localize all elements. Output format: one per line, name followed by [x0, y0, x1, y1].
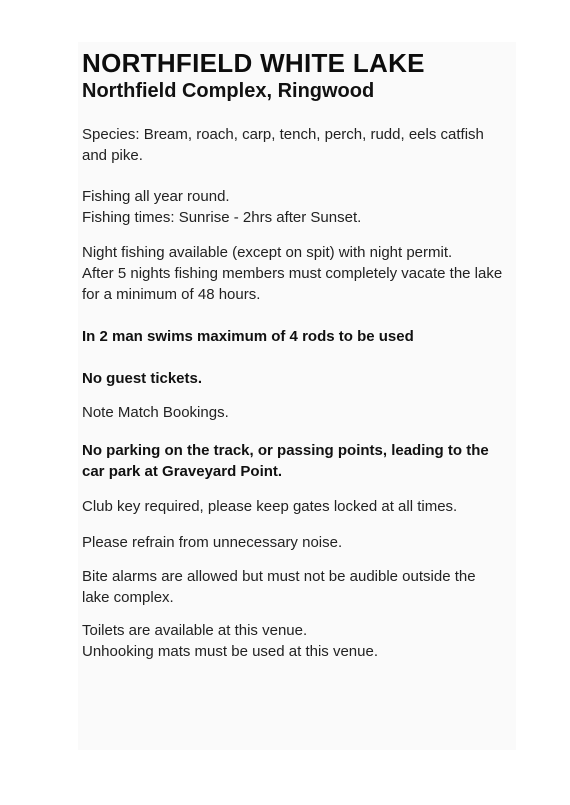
night-fishing-paragraph [82, 242, 522, 305]
night-fishing-line-3: for a minimum of 48 hours. [82, 286, 261, 303]
rods-rule: In 2 man swims maximum of 4 rods to be used [82, 328, 414, 345]
species-line-2: and pike. [82, 147, 143, 164]
species-paragraph [82, 124, 522, 166]
night-fishing-line-1: Night fishing available (except on spit) with night permit. [82, 244, 453, 261]
fishing-times-line: Fishing times: Sunrise - 2hrs after Sunset. [82, 209, 362, 226]
facilities-paragraph [82, 620, 522, 662]
season-paragraph [82, 186, 522, 228]
match-note: Note Match Bookings. [82, 404, 229, 421]
parking-line-2: car park at Graveyard Point. [82, 463, 283, 480]
toilets-line: Toilets are available at this venue. [82, 622, 308, 639]
bite-alarms-line-1: Bite alarms are allowed but must not be audible outside the [82, 568, 476, 585]
season-line: Fishing all year round. [82, 188, 230, 205]
document-title: NORTHFIELD WHITE LAKE [82, 48, 425, 78]
guest-rule: No guest tickets. [82, 370, 203, 387]
parking-line-1: No parking on the track, or passing points, leading to the [82, 442, 489, 459]
parking-rule [82, 440, 522, 482]
club-key-rule: Club key required, please keep gates locked at all times. [82, 498, 458, 515]
unhooking-mats-line: Unhooking mats must be used at this venue. [82, 643, 379, 660]
document-subtitle: Northfield Complex, Ringwood [82, 80, 375, 102]
bite-alarms-line-2: lake complex. [82, 589, 174, 606]
night-fishing-line-2: After 5 nights fishing members must completely vacate the lake [82, 265, 503, 282]
noise-rule: Please refrain from unnecessary noise. [82, 534, 343, 551]
bite-alarms-rule [82, 566, 522, 608]
species-line-1: Species: Bream, roach, carp, tench, perch, rudd, eels catfish [82, 126, 484, 143]
